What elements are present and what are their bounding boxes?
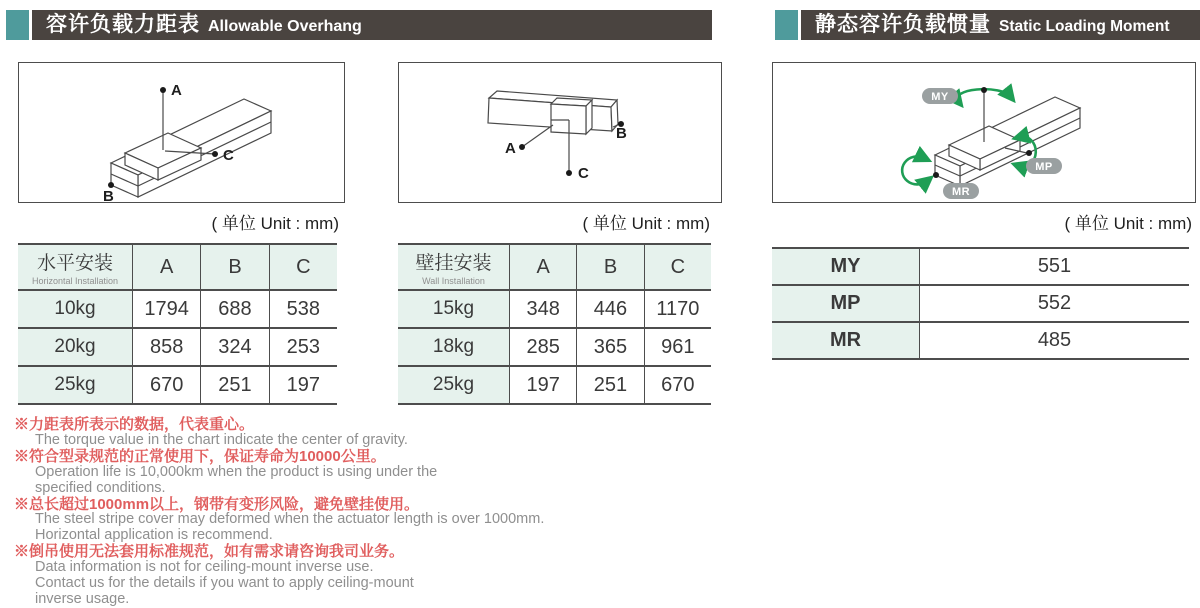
point-label-a: A	[505, 140, 516, 157]
load-label: 15kg	[398, 291, 510, 327]
mr-axis-dot	[933, 172, 939, 178]
footnote-en: inverse usage.	[35, 590, 130, 607]
load-label: 25kg	[398, 367, 510, 403]
table-row	[18, 291, 337, 329]
value-cell: 251	[201, 367, 269, 403]
table-row	[398, 329, 711, 367]
footnote-en: Data information is not for ceiling-mount inverse use.	[35, 559, 374, 576]
value-cell: 485	[1037, 329, 1072, 351]
footnote-en: The torque value in the chart indicate the center of gravity.	[35, 431, 408, 448]
value-cell: 961	[661, 335, 695, 358]
moment-label: MY	[772, 249, 920, 284]
table-row	[18, 329, 337, 367]
footnote-cn: ※倒吊使用无法套用标准规范，如有需求请咨询我司业务。	[14, 543, 405, 561]
static-loading-moment-diagram	[773, 63, 1195, 202]
point-label-b: B	[103, 188, 114, 202]
table-title-cell	[18, 245, 133, 289]
header-title-en: Static Loading Moment	[999, 18, 1170, 35]
footnote-en: Contact us for the details if you want to apply ceiling-mount	[35, 575, 414, 592]
value-cell: 251	[577, 367, 644, 403]
load-label: 18kg	[398, 329, 510, 365]
load-label: 10kg	[18, 291, 133, 327]
diagram-moment-panel	[772, 62, 1196, 203]
footnote-cn: ※总长超过1000mm以上，钢带有变形风险，避免壁挂使用。	[14, 495, 420, 513]
table-header-row	[398, 245, 711, 291]
table-title-cn: 壁挂安装	[415, 253, 492, 274]
mr-badge-label: MR	[951, 186, 971, 198]
header-bar-static-loading-moment	[801, 10, 1200, 40]
col-header-b: B	[201, 245, 269, 289]
col-header-b: B	[577, 245, 644, 289]
mp-badge-label: MP	[1035, 161, 1053, 173]
value-cell: 285	[510, 329, 577, 365]
value-cell: 670	[133, 367, 201, 403]
value-cell: 197	[286, 373, 320, 396]
value-cell: 253	[286, 335, 320, 358]
header-title-cn: 容许负载力距表	[46, 13, 200, 36]
point-c-dot	[212, 151, 218, 157]
table-horizontal-installation	[18, 243, 337, 405]
value-cell: 348	[510, 291, 577, 327]
moment-label: MP	[772, 286, 920, 321]
point-label-c: C	[578, 165, 589, 182]
value-cell: 552	[1037, 292, 1072, 314]
unit-label: ( 单位 Unit : mm)	[582, 214, 710, 233]
footnote-en: Operation life is 10,000km when the product is using under the	[35, 463, 438, 480]
mp-axis-dot	[1026, 150, 1032, 156]
point-label-c: C	[223, 147, 234, 164]
table-row	[772, 249, 1189, 286]
horizontal-installation-diagram	[19, 63, 344, 202]
header-bar-allowable-overhang	[32, 10, 712, 40]
table-row	[18, 367, 337, 405]
my-badge-label: MY	[931, 91, 949, 103]
point-a-dot	[160, 87, 166, 93]
value-cell: 365	[577, 329, 644, 365]
wall-installation-diagram	[399, 63, 721, 202]
col-header-c: C	[645, 245, 711, 289]
table-row	[398, 291, 711, 329]
value-cell: 446	[577, 291, 644, 327]
value-cell: 1794	[133, 291, 201, 327]
table-title-en: Horizontal Installation	[31, 276, 119, 286]
value-cell: 858	[133, 329, 201, 365]
point-label-a: A	[171, 82, 182, 99]
footnotes	[14, 417, 634, 608]
accent-square-right	[775, 10, 798, 40]
table-wall-installation	[398, 243, 711, 405]
diagram-horizontal-panel	[18, 62, 345, 203]
mr-rotation-arrow	[902, 156, 927, 184]
value-cell: 688	[201, 291, 269, 327]
value-cell: 1170	[656, 297, 700, 320]
point-a-dot	[519, 144, 525, 150]
header-title-cn: 静态容许负载惯量	[815, 13, 991, 36]
value-cell: 197	[510, 367, 577, 403]
table-title-cell	[398, 245, 510, 289]
footnote-cn: ※力距表所表示的数据，代表重心。	[14, 416, 255, 433]
header-title-en: Allowable Overhang	[208, 18, 362, 35]
accent-square-left	[6, 10, 29, 40]
table-title-cn: 水平安装	[36, 253, 113, 274]
footnote-en: Horizontal application is recommend.	[35, 527, 273, 544]
diagram-wall-panel	[398, 62, 722, 203]
table-row	[398, 367, 711, 405]
my-badge	[922, 88, 958, 104]
unit-label: ( 单位 Unit : mm)	[1064, 214, 1192, 233]
col-header-a: A	[510, 245, 577, 289]
table-title-en: Wall Installation	[422, 276, 485, 286]
footnote-cn: ※符合型录规范的正常使用下，保证寿命为10000公里。	[14, 447, 386, 465]
load-label: 20kg	[18, 329, 133, 365]
table-row	[772, 286, 1189, 323]
value-cell: 538	[286, 297, 320, 320]
point-c-dot	[566, 170, 572, 176]
col-header-c: C	[270, 245, 337, 289]
footnote-en: specified conditions.	[35, 479, 166, 496]
unit-label: ( 单位 Unit : mm)	[211, 214, 339, 233]
footnote-en: The steel stripe cover may deformed when the actuator length is over 1000mm.	[35, 511, 545, 528]
table-static-moment	[772, 247, 1189, 360]
table-row	[772, 323, 1189, 360]
moment-label: MR	[772, 323, 920, 358]
mp-badge	[1026, 158, 1062, 174]
col-header-a: A	[133, 245, 201, 289]
table-header-row	[18, 245, 337, 291]
point-label-b: B	[616, 125, 627, 142]
mr-badge	[943, 183, 979, 199]
slider-block	[551, 98, 592, 134]
value-cell: 670	[661, 373, 695, 396]
value-cell: 324	[201, 329, 269, 365]
value-cell: 551	[1037, 255, 1072, 277]
load-label: 25kg	[18, 367, 133, 403]
my-axis-dot	[981, 87, 987, 93]
